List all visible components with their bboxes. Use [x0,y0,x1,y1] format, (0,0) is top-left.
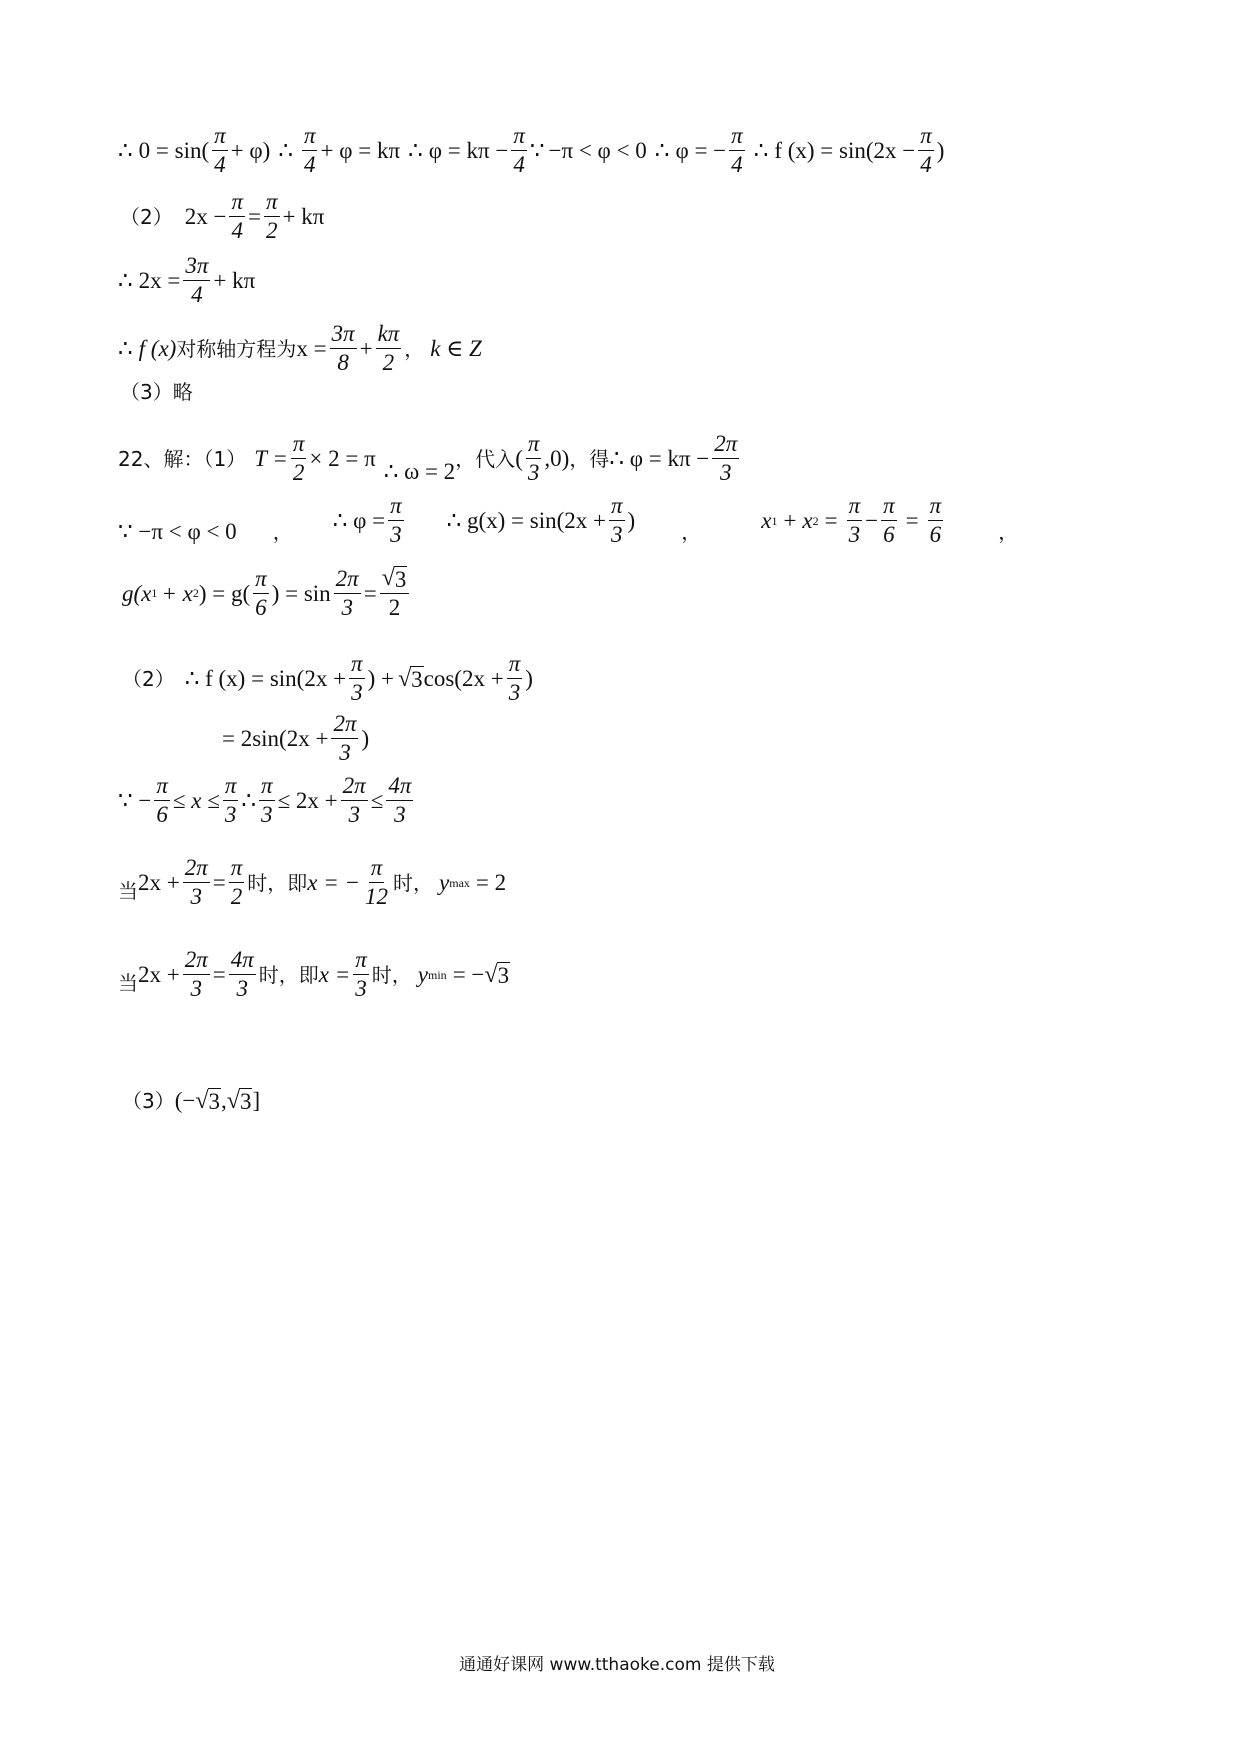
comma: ， [404,336,425,361]
equation-text: g(x [122,580,152,606]
variable-x2: x [802,508,813,534]
equals-sign: = [905,508,919,534]
fraction-2pi-over-3: $\frac{2\pi}{3}$ [184,855,208,910]
fraction-2pi-over-3: $\frac{2\pi}{3}$ [333,711,357,766]
therefore-symbol: ∴ [753,138,769,164]
equation-text: x = − [307,870,361,896]
equation-text: ∴ φ = kπ − [609,446,710,472]
fraction-pi-over-12: $\frac{\pi}{12}$ [365,855,389,910]
fraction-pi-over-6: $\frac{\pi}{6}$ [883,493,895,548]
therefore-symbol: ∴ [408,138,423,164]
fraction-2pi-over-3: $\frac{2\pi}{3}$ [342,773,366,828]
fraction-kpi-over-2: $\frac{k\pi}{2}$ [377,321,400,376]
q22-inequality-line [118,774,416,827]
comma: ， [998,519,1019,544]
equals-sign: = [212,870,226,896]
q22-line-1: 22、解：（1） T = $\frac{\pi}{2}$ × 2 = π ∴ ω = 2 ，代入 ( $\frac{\pi}{3}$ ,0) ，得 ∴ φ = kπ − $\frac{2\pi}{3}$ [118,431,738,486]
then-text: 时， [393,870,434,895]
equation-text: ∴ g(x) = sin(2x + [446,508,607,534]
equation-text: , [221,1088,227,1113]
q22-line-3 [122,566,412,620]
fraction-pi-over-6: $\frac{\pi}{6}$ [156,773,168,828]
equation-text: ∴ ω = 2 [383,459,456,485]
q22-part3-line [122,1088,260,1113]
equation-text: ∵ −π < φ < 0 [118,519,237,545]
q22-part2-line-1 [122,652,533,705]
fraction-pi-over-3: $\frac{\pi}{3}$ [848,493,861,548]
therefore-symbol: ∴ [278,138,293,164]
fraction-pi-over-3: $\frac{\pi}{3}$ [355,947,367,1002]
fraction-2pi-over-3: $\frac{2\pi}{3}$ [714,431,738,486]
equation-text: ≤ x ≤ [172,788,220,814]
equation-text: x = [296,336,327,362]
equation-text: + x [161,580,193,606]
subscript-max: max [449,875,470,890]
question-label: 22、解：（1） [118,446,247,471]
q22-part2-line-2 [222,712,369,765]
then-text: 时，即 [247,870,308,895]
equation-text: x = [318,962,351,988]
equation-text: 2x = [138,268,181,294]
sqrt-3: √ 3 [195,1088,221,1114]
equation-text: 2x + [138,962,180,988]
comma: ， [681,519,702,544]
q22-max-line [118,856,506,909]
equation-text: + kπ [282,204,325,230]
sqrt-3: √ 3 [484,962,510,989]
fraction-pi-over-3: $\frac{\pi}{3}$ [261,773,273,828]
fraction-pi-over-3: $\frac{\pi}{3}$ [224,773,237,828]
therefore-symbol: ∴ [241,788,257,814]
equation-text: cos(2x + [423,666,504,692]
get-text: ，得 [569,446,610,471]
fraction-3pi-over-4: $\frac{3\pi}{4}$ [185,253,209,308]
equation-text: k ∈ Z [430,336,482,362]
fraction-pi-over-4: $\frac{\pi}{4}$ [303,123,316,178]
comma: ， [272,519,293,544]
equation-text: ∴ f (x) = sin(2x + [184,666,347,692]
q22-min-line [118,948,510,1001]
equation-text: = 2 [475,870,507,896]
equation-text: ∴ φ = [332,508,386,534]
fraction-pi-over-3: $\frac{\pi}{3}$ [611,493,623,548]
fraction-pi-over-3: $\frac{\pi}{3}$ [508,651,521,706]
radicand: 3 [394,567,407,593]
equation-text: + φ = kπ [320,138,401,164]
equation-text: ) [627,508,636,534]
equation-text: ∵ − [118,788,152,814]
equation-text: f (x) = sin(2x − [774,138,916,164]
sqrt-3: √ 3 [226,1088,252,1114]
equation-text: + kπ [213,268,256,294]
subscript: 1 [771,513,778,528]
fraction-pi-over-4: $\frac{\pi}{4}$ [731,123,743,178]
solution-line-2 [120,190,324,243]
equation-text: 2x − [184,204,227,230]
solution-line-4: ∴ f (x) 对称轴方程为 x = $\frac{3\pi}{8}$ + $\frac{k\pi}{2}$ ， k ∈ Z [118,321,482,376]
solution-line-5 [120,382,193,402]
fraction-3pi-over-8: $\frac{3\pi}{8}$ [331,321,355,376]
fraction-2pi-over-3: $\frac{2\pi}{3}$ [335,565,359,620]
variable-y: y [417,962,429,988]
then-text: 时， [371,962,412,987]
subscript: 1 [151,586,158,601]
equation-text: ) [361,726,370,752]
part-label: （3）略 [120,380,193,404]
fraction-pi-over-4: $\frac{\pi}{4}$ [231,189,243,244]
solution-line-1 [118,124,944,177]
equation-text: φ = kπ − [428,138,509,164]
axis-of-symmetry-text: 对称轴方程为 [176,336,297,361]
equation-text: × 2 = π [309,446,376,472]
fraction-pi-over-3: $\frac{\pi}{3}$ [390,493,402,548]
fraction-sqrt3-over-2: √ 3 2 [380,566,410,620]
therefore-symbol: ∴ [654,138,670,164]
equals-sign: = [212,962,226,988]
fraction-4pi-over-3: $\frac{4\pi}{3}$ [388,773,412,828]
equation-text: ) + [367,666,394,692]
fraction-pi-over-2: $\frac{\pi}{2}$ [265,189,278,244]
substitute-text: ，代入 [455,446,516,471]
variable-y: y [439,870,450,896]
equation-text: = 2sin(2x + [222,726,329,752]
equation-text: 0 = sin( [138,138,210,164]
when-text: 当 [118,970,138,995]
function-name: f (x) [138,336,177,362]
fraction-pi-over-4: $\frac{\pi}{4}$ [513,123,525,178]
equation-text: ) [936,138,945,164]
solution-line-3 [118,254,255,307]
equation-text: φ = − [675,138,727,164]
then-text: 时，即 [258,962,319,987]
subscript-min: min [428,967,447,982]
fraction-4pi-over-3: $\frac{4\pi}{3}$ [230,947,254,1002]
equation-text: ,0) [544,446,570,472]
fraction-pi-over-6: $\frac{\pi}{6}$ [929,493,942,548]
when-text: 当 [118,878,138,903]
fraction-pi-over-4: $\frac{\pi}{4}$ [214,123,226,178]
q22-line-2 [118,494,1018,547]
equation-text: ) = sin [271,580,331,606]
part-label: （2） [120,204,173,229]
fraction-2pi-over-3: $\frac{2\pi}{3}$ [184,947,208,1002]
equation-text: 2x + [138,870,180,896]
fraction-pi-over-4: $\frac{\pi}{4}$ [920,123,932,178]
fraction-pi-over-3: $\frac{\pi}{3}$ [351,651,363,706]
therefore-symbol: ∴ [118,138,133,164]
equation-text: = − [452,962,485,988]
part-label: （2） [122,666,175,691]
equation-text: ] [252,1088,261,1113]
equals-sign: = [248,204,261,230]
fraction-pi-over-2: $\frac{\pi}{2}$ [230,855,243,910]
fraction-pi-over-2: $\frac{\pi}{2}$ [292,431,305,486]
equation-text: (− [174,1088,196,1113]
variable-x1: x [761,508,772,534]
sqrt-3: √ 3 [397,666,423,693]
therefore-symbol: ∴ [118,268,133,294]
equals-sign: = [363,580,377,606]
therefore-symbol: ∴ [118,336,133,362]
equation-text: ≤ 2x + [277,788,338,814]
equation-text: ≤ [370,788,384,814]
because-symbol: ∵ [529,138,545,164]
fraction-pi-over-3: $\frac{\pi}{3}$ [527,431,540,486]
plus-sign: + [783,508,797,534]
equation-text: −π < φ < 0 [548,138,647,164]
equation-text: ) [525,666,533,692]
equation-text: + φ) [230,138,271,164]
subscript: 2 [192,586,199,601]
minus-sign: − [865,508,879,534]
fraction-pi-over-6: $\frac{\pi}{6}$ [255,565,267,620]
equation-text: T = [254,446,288,472]
equals-sign: = [824,508,838,534]
subscript: 2 [812,513,819,528]
equation-text: ) = g( [198,580,251,606]
part-label: （3） [122,1088,175,1113]
page-footer: 通通好课网 www.tthaoke.com 提供下载 [459,1655,775,1675]
